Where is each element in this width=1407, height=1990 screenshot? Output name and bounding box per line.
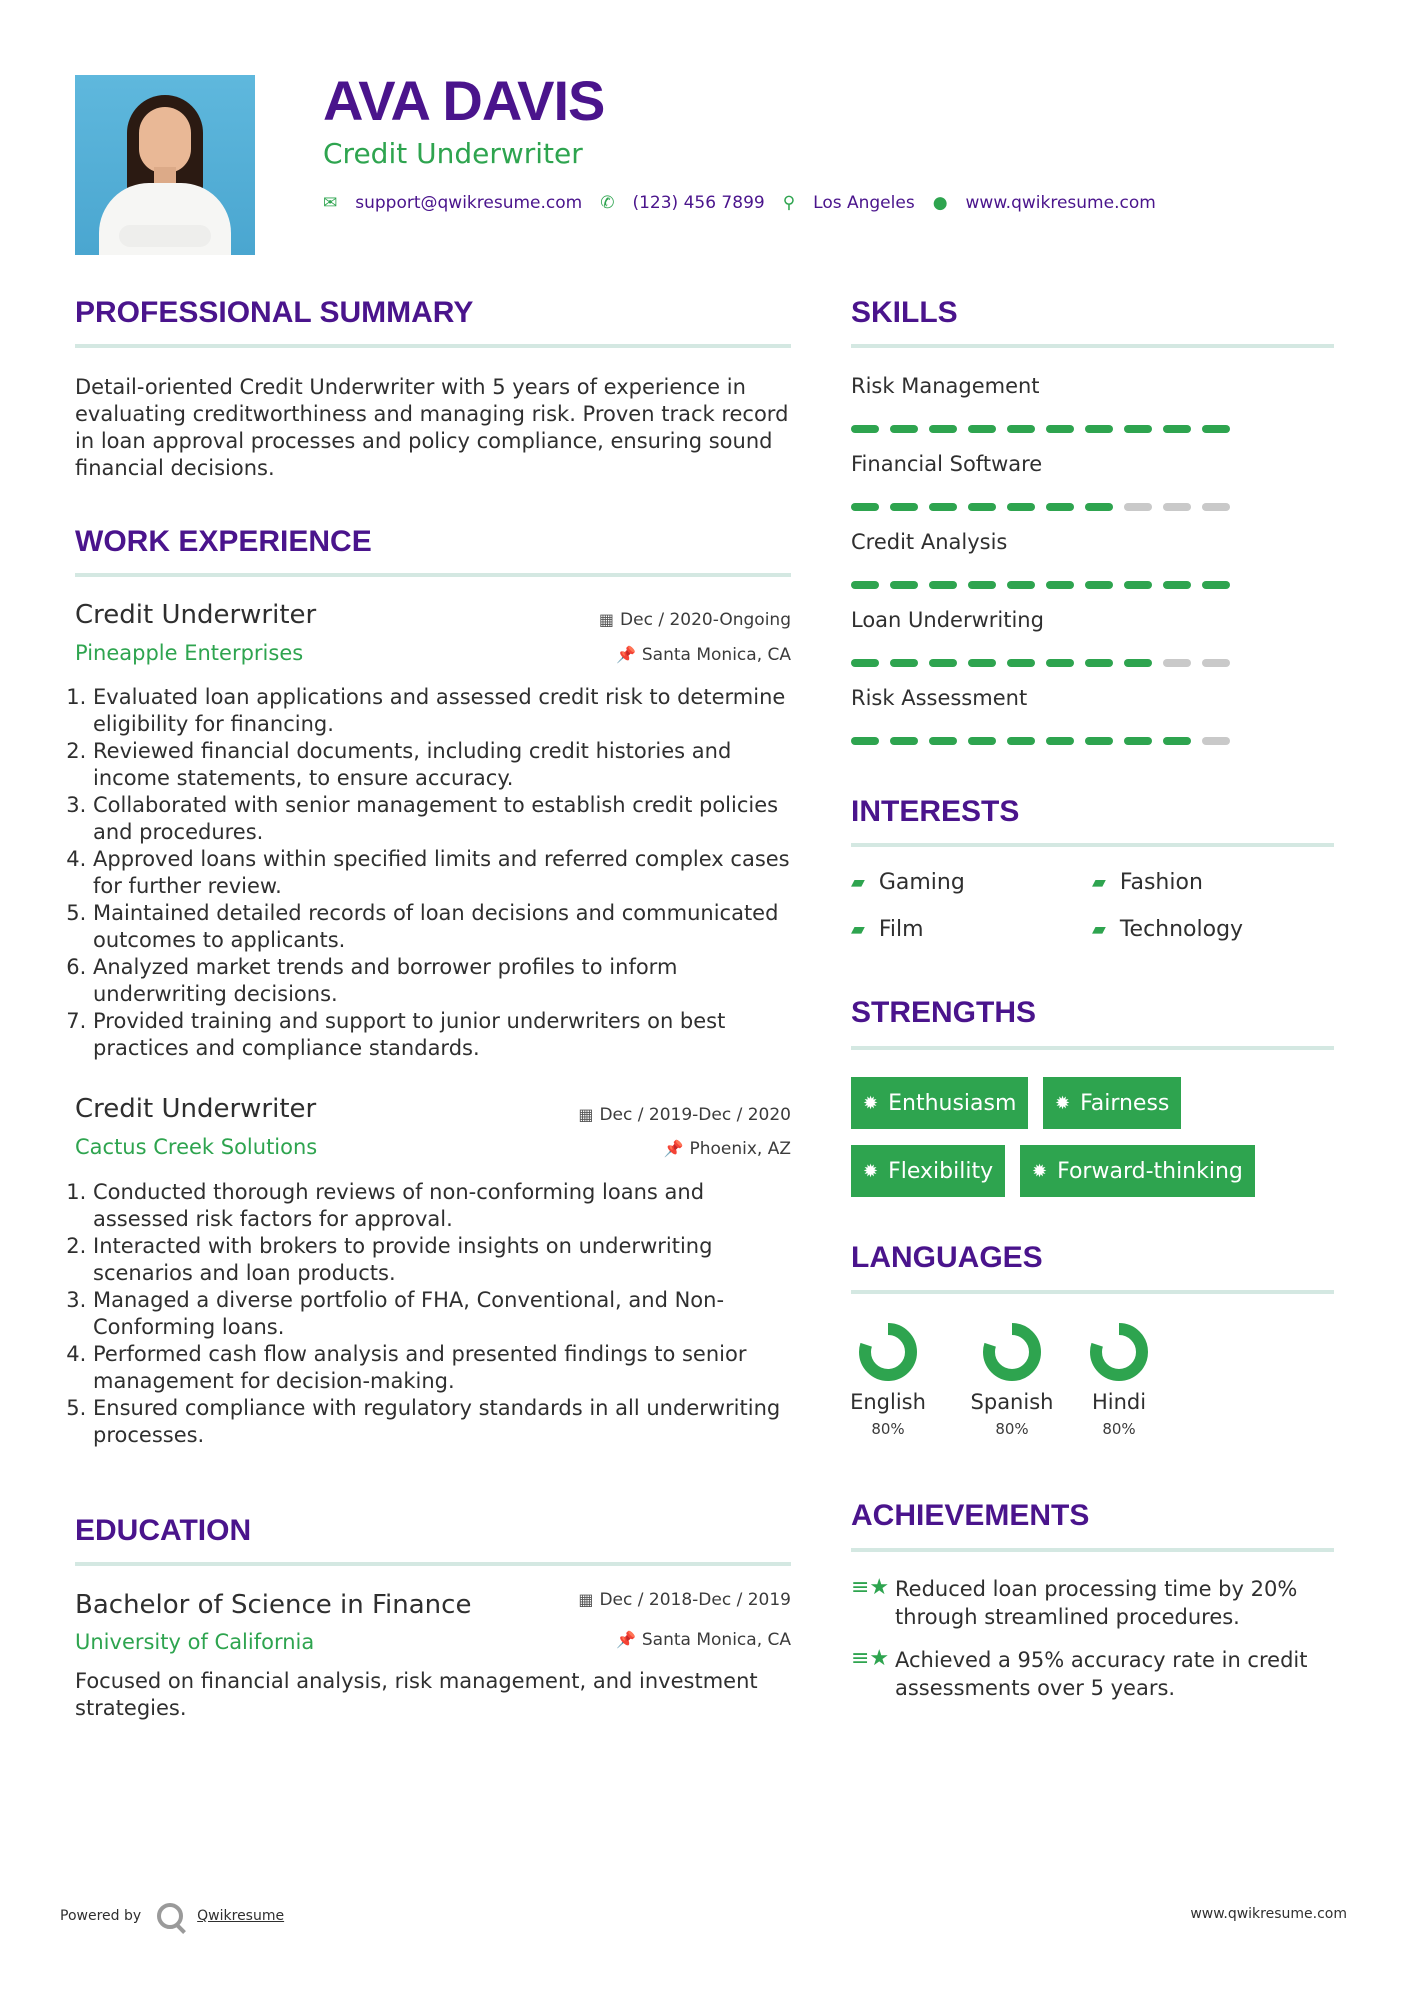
- qwikresume-logo-icon: [157, 1903, 183, 1929]
- skill-dash-filled: [1085, 503, 1113, 511]
- languages-rule: [851, 1290, 1334, 1294]
- skill-dash-filled: [890, 737, 918, 745]
- skill-dash-empty: [1124, 503, 1152, 511]
- strengths-heading: STRENGTHS: [851, 996, 1037, 1029]
- language-name: Spanish: [970, 1390, 1054, 1414]
- skill-dash-filled: [1007, 581, 1035, 589]
- skill-dash-filled: [968, 659, 996, 667]
- skill-dash-empty: [1163, 659, 1191, 667]
- strength-tag: ✹ Enthusiasm: [851, 1077, 1028, 1129]
- degree-title: Bachelor of Science in Finance: [75, 1590, 472, 1620]
- language-ring-fill: [1096, 1329, 1142, 1375]
- candidate-title: Credit Underwriter: [323, 137, 583, 170]
- skill-dash-empty: [1202, 737, 1230, 745]
- skill-dash-filled: [1202, 581, 1230, 589]
- experience-heading: WORK EXPERIENCE: [75, 525, 372, 558]
- skill-dash-filled: [890, 659, 918, 667]
- skill-dash-filled: [851, 581, 879, 589]
- language-percent: 80%: [995, 1420, 1029, 1438]
- skill-dash-filled: [1085, 425, 1113, 433]
- star-badge-icon: ✹: [863, 1160, 879, 1182]
- list-item: 3. Collaborated with senior management to establish credit policies and procedures.: [93, 792, 791, 846]
- education-location: 📌 Santa Monica, CA: [615, 1630, 791, 1650]
- language-ring-fill: [865, 1329, 911, 1375]
- skill-dash-filled: [890, 503, 918, 511]
- list-item: 7. Provided training and support to junior underwriters on best practices and compliance standards.: [93, 1008, 791, 1062]
- pin-icon: 📌: [663, 1139, 684, 1158]
- skill-dash-filled: [968, 503, 996, 511]
- skill-dash-filled: [851, 425, 879, 433]
- skill-dash-filled: [1046, 581, 1074, 589]
- school-name: University of California: [75, 1630, 315, 1654]
- skill-dash-filled: [929, 503, 957, 511]
- footer-brand-link[interactable]: Qwikresume: [197, 1908, 285, 1924]
- list-item: 2. Interacted with brokers to provide insights on underwriting scenarios and loan products.: [93, 1233, 791, 1287]
- achievement-item: ≡★ Achieved a 95% accuracy rate in credit assessments over 5 years.: [851, 1646, 1308, 1700]
- language-percent: 80%: [871, 1420, 905, 1438]
- skill-meter: [851, 659, 1241, 667]
- map-pin-icon: ⚲: [782, 193, 796, 213]
- phone-icon: ✆: [600, 193, 615, 213]
- interest-item: ▰ Film: [851, 917, 924, 942]
- candidate-name: AVA DAVIS: [323, 69, 605, 132]
- education-dates: ▦ Dec / 2018-Dec / 2019: [578, 1590, 791, 1610]
- summary-heading: PROFESSIONAL SUMMARY: [75, 296, 474, 329]
- job-dates: ▦ Dec / 2020-Ongoing: [598, 610, 791, 630]
- skill-dash-filled: [1007, 659, 1035, 667]
- profile-photo: [75, 75, 255, 255]
- skill-dash-filled: [1007, 737, 1035, 745]
- skill-dash-empty: [1202, 659, 1230, 667]
- star-icon: ≡★: [851, 1575, 890, 1600]
- skills-heading: SKILLS: [851, 296, 958, 329]
- globe-icon: ●: [932, 193, 948, 213]
- list-item: 3. Managed a diverse portfolio of FHA, Conventional, and Non-Conforming loans.: [93, 1287, 791, 1341]
- skill-dash-filled: [1085, 659, 1113, 667]
- skill-dash-filled: [929, 659, 957, 667]
- skill-dash-filled: [1202, 425, 1230, 433]
- calendar-icon: ▦: [578, 1590, 594, 1609]
- contact-phone[interactable]: (123) 456 7899: [632, 193, 765, 213]
- list-item: 6. Analyzed market trends and borrower profiles to inform underwriting decisions.: [93, 954, 791, 1008]
- list-item: 1. Conducted thorough reviews of non-conforming loans and assessed risk factors for approval.: [93, 1179, 791, 1233]
- star-badge-icon: ✹: [1032, 1160, 1048, 1182]
- contact-bar: [323, 193, 1174, 213]
- skill-dash-filled: [1007, 503, 1035, 511]
- star-badge-icon: ✹: [863, 1092, 879, 1114]
- skill-meter: [851, 425, 1241, 433]
- interest-item: ▰ Gaming: [851, 870, 965, 895]
- job-bullets: [75, 1179, 791, 1449]
- job-company: Pineapple Enterprises: [75, 641, 304, 665]
- star-icon: ≡★: [851, 1646, 890, 1671]
- language-percent: 80%: [1102, 1420, 1136, 1438]
- interest-item: ▰ Technology: [1092, 917, 1244, 942]
- pin-icon: 📌: [615, 645, 636, 664]
- interests-rule: [851, 843, 1334, 847]
- skill-dash-filled: [1046, 425, 1074, 433]
- achievement-item: ≡★ Reduced loan processing time by 20% through streamlined procedures.: [851, 1575, 1298, 1629]
- contact-location: Los Angeles: [813, 193, 915, 213]
- skill-dash-filled: [1163, 581, 1191, 589]
- skill-name: Financial Software: [851, 452, 1043, 476]
- skill-dash-filled: [1124, 425, 1152, 433]
- interests-heading: INTERESTS: [851, 795, 1020, 828]
- skill-dash-filled: [1124, 581, 1152, 589]
- skill-dash-filled: [929, 425, 957, 433]
- education-heading: EDUCATION: [75, 1514, 252, 1547]
- skill-meter: [851, 581, 1241, 589]
- footer-powered-by: Powered by Qwikresume: [60, 1903, 284, 1929]
- skill-dash-filled: [890, 581, 918, 589]
- calendar-icon: ▦: [578, 1105, 594, 1124]
- job-bullets: [75, 684, 791, 1062]
- job-title: Credit Underwriter: [75, 1094, 317, 1124]
- book-icon: ▰: [1092, 919, 1106, 940]
- skill-dash-filled: [968, 737, 996, 745]
- strength-tag: ✹ Flexibility: [851, 1145, 1005, 1197]
- contact-website[interactable]: www.qwikresume.com: [965, 193, 1156, 213]
- skill-dash-empty: [1163, 503, 1191, 511]
- skill-dash-empty: [1202, 503, 1230, 511]
- book-icon: ▰: [1092, 872, 1106, 893]
- pin-icon: 📌: [615, 1630, 636, 1649]
- list-item: 5. Ensured compliance with regulatory standards in all underwriting processes.: [93, 1395, 791, 1449]
- language-item: [843, 1320, 933, 1438]
- skill-name: Risk Management: [851, 374, 1040, 398]
- skill-dash-filled: [1046, 737, 1074, 745]
- contact-email[interactable]: support@qwikresume.com: [355, 193, 583, 213]
- star-badge-icon: ✹: [1055, 1092, 1071, 1114]
- skill-dash-filled: [1046, 503, 1074, 511]
- education-description: Focused on financial analysis, risk management, and investment strategies.: [75, 1669, 758, 1720]
- skills-rule: [851, 344, 1334, 348]
- skill-dash-filled: [890, 425, 918, 433]
- skill-dash-filled: [1046, 659, 1074, 667]
- skill-dash-filled: [1163, 425, 1191, 433]
- envelope-icon: ✉: [323, 193, 338, 213]
- strength-tag: ✹ Forward-thinking: [1020, 1145, 1255, 1197]
- achievements-heading: ACHIEVEMENTS: [851, 1499, 1090, 1532]
- job-company: Cactus Creek Solutions: [75, 1135, 318, 1159]
- calendar-icon: ▦: [598, 610, 615, 629]
- education-rule: [75, 1562, 791, 1566]
- list-item: 5. Maintained detailed records of loan decisions and communicated outcomes to applicants.: [93, 900, 791, 954]
- job-dates: ▦ Dec / 2019-Dec / 2020: [578, 1105, 791, 1125]
- interest-item: ▰ Fashion: [1092, 870, 1203, 895]
- book-icon: ▰: [851, 919, 865, 940]
- skill-dash-filled: [1085, 581, 1113, 589]
- languages-heading: LANGUAGES: [851, 1241, 1043, 1274]
- skill-meter: [851, 737, 1241, 745]
- language-name: English: [850, 1390, 926, 1414]
- experience-rule: [75, 573, 791, 577]
- skill-meter: [851, 503, 1241, 511]
- summary-text: Detail-oriented Credit Underwriter with 5 years of experience in evaluating creditworthiness and managing risk. Proven track record in loan approval processes and policy compliance, ensuring sound financial decisions.: [75, 375, 789, 480]
- job-title: Credit Underwriter: [75, 600, 317, 630]
- strength-tag: ✹ Fairness: [1043, 1077, 1181, 1129]
- skill-dash-filled: [1007, 425, 1035, 433]
- skill-dash-filled: [1124, 659, 1152, 667]
- achievements-rule: [851, 1548, 1334, 1552]
- list-item: 4. Performed cash flow analysis and presented findings to senior management for decision-making.: [93, 1341, 791, 1395]
- skill-dash-filled: [851, 503, 879, 511]
- language-name: Hindi: [1091, 1390, 1147, 1414]
- language-ring: [980, 1320, 1044, 1384]
- job-location: 📌 Phoenix, AZ: [663, 1139, 791, 1159]
- list-item: 2. Reviewed financial documents, including credit histories and income statements, to ensure accuracy.: [93, 738, 791, 792]
- list-item: 4. Approved loans within specified limits and referred complex cases for further review.: [93, 846, 791, 900]
- language-ring-fill: [989, 1329, 1035, 1375]
- language-ring: [1087, 1320, 1151, 1384]
- language-item: [967, 1320, 1057, 1438]
- language-ring: [856, 1320, 920, 1384]
- strengths-rule: [851, 1046, 1334, 1050]
- skill-dash-filled: [1085, 737, 1113, 745]
- book-icon: ▰: [851, 872, 865, 893]
- footer-website[interactable]: www.qwikresume.com: [1190, 1906, 1347, 1922]
- skill-dash-filled: [929, 581, 957, 589]
- language-item: [1074, 1320, 1164, 1438]
- skill-dash-filled: [851, 659, 879, 667]
- skill-dash-filled: [929, 737, 957, 745]
- skill-dash-filled: [968, 581, 996, 589]
- skill-dash-filled: [968, 425, 996, 433]
- skill-name: Credit Analysis: [851, 530, 1008, 554]
- summary-rule: [75, 344, 791, 348]
- list-item: 1. Evaluated loan applications and assessed credit risk to determine eligibility for financing.: [93, 684, 791, 738]
- skill-dash-filled: [851, 737, 879, 745]
- job-location: 📌 Santa Monica, CA: [615, 645, 791, 665]
- skill-name: Risk Assessment: [851, 686, 1028, 710]
- skill-name: Loan Underwriting: [851, 608, 1044, 632]
- skill-dash-filled: [1124, 737, 1152, 745]
- skill-dash-filled: [1163, 737, 1191, 745]
